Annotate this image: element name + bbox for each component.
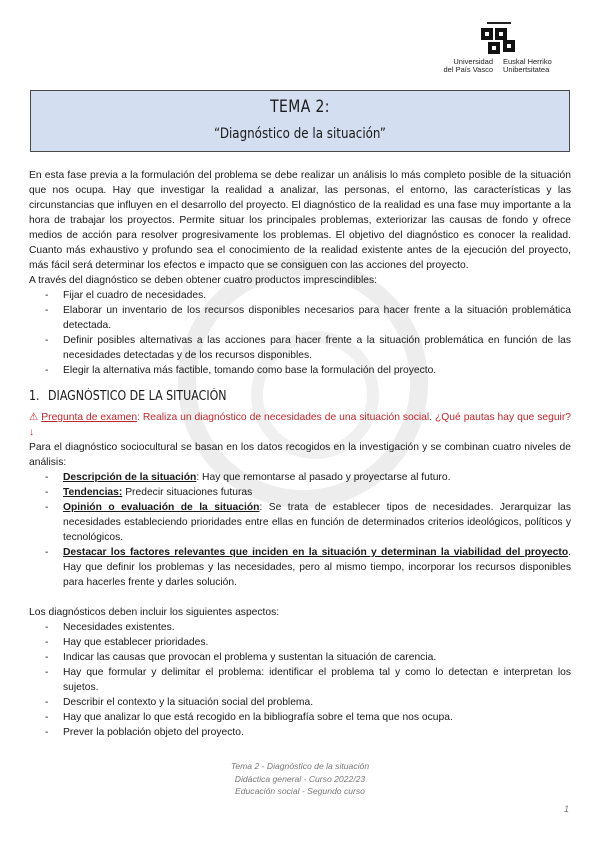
footer-course: Didáctica general - Curso 2022/23 — [234, 773, 366, 784]
page-footer — [0, 760, 600, 798]
list-item: - Definir posibles alternativas a las acciones para hacer frente a la situación problemática en función de las necesidades detectadas y de los recursos disponibles. — [43, 333, 571, 363]
level-term: Descripción de la situación — [63, 472, 197, 483]
level-text: : Se trata de establecer tipos de necesidades. Jerarquizar las necesidades estableciendo prioridades entre ellas en función de determinados criterios ideológicos, políticos y tecnológicos. — [63, 502, 571, 543]
page-number: 1 — [563, 804, 569, 814]
footer-topic: Tema 2 - Diagnóstico de la situación — [230, 761, 370, 771]
exam-label: Pregunta de examen — [41, 412, 138, 423]
exam-text: : Realiza un diagnóstico de necesidades de una situación social. ¿Qué pautas hay que seguir? ↓ — [29, 412, 571, 438]
logo-text-spanish: Universidad del País Vasco — [443, 57, 493, 74]
level-term: Destacar los factores relevantes que inciden en la situación y determinan la viabilidad del proyecto — [63, 547, 569, 558]
section-heading — [29, 389, 490, 404]
page-title: TEMA 2: — [270, 97, 330, 117]
level-term: Tendencias: — [63, 487, 123, 498]
logo-text-basque: Euskal Herriko Unibertsitatea — [503, 57, 552, 74]
aspects-list — [29, 620, 571, 740]
list-item: - Hay que formular y delimitar el problema: identificar el problema tal y como lo detectan e interpretan los sujetos. — [43, 665, 571, 695]
level-term: Opinión o evaluación de la situación — [63, 502, 260, 513]
list-item: - Hay que establecer prioridades. — [43, 635, 571, 650]
products-lead: A través del diagnóstico se deben obtener cuatro productos imprescindibles: — [29, 275, 378, 286]
levels-list — [29, 470, 571, 590]
list-item — [43, 470, 571, 485]
list-item — [43, 545, 571, 590]
warning-icon: ⚠ — [29, 412, 39, 423]
aspects-lead: Los diagnósticos deben incluir los siguientes aspectos: — [29, 607, 280, 618]
list-item: - Indicar las causas que provocan el problema y sustentan la situación de carencia. — [43, 650, 571, 665]
list-item — [43, 485, 571, 500]
level-text: : Hay que remontarse al pasado y proyectarse al futuro. — [196, 472, 451, 483]
intro-paragraph: En esta fase previa a la formulación del problema se debe realizar un análisis lo más completo posible de la situación que nos ocupa. Hay que investigar la realidad a analizar, las personas, el entorno, las características y las circunstancias que influyen en el desarrollo del proyecto. El diagnóstico de la realidad es una fase muy importante a la hora de trabajar los proyectos. Permite situar los principales problemas, exteriorizar las causas de fondo y ofrece medios de acción para resolver progresivamente los problemas. El objetivo del diagnóstico es conocer la realidad. Cuanto más exhaustivo y profundo sea el conocimiento de la realidad existente antes de la ejecución del proyecto, más fácil será determinar los efectos e impacto que se consiguen con las acciones del proyecto. — [29, 170, 571, 271]
university-logo — [435, 14, 560, 74]
level-text: . Hay que definir los problemas y las necesidades, pero al mismo tiempo, incorporar los recursos disponibles para hacerles frente y darles solución. — [63, 547, 571, 588]
upv-ehu-emblem-icon — [479, 22, 519, 56]
title-box — [30, 90, 570, 152]
level-text: Predecir situaciones futuras — [122, 487, 253, 498]
exam-question — [29, 410, 571, 440]
document-body — [29, 168, 571, 740]
list-item — [43, 500, 571, 545]
levels-lead: Para el diagnóstico sociocultural se basan en los datos recogidos en la investigación y se combinan cuatro niveles de análisis: — [29, 442, 571, 468]
list-item: - Fijar el cuadro de necesidades. — [43, 288, 571, 303]
footer-degree: Educación social - Segundo curso — [235, 786, 365, 796]
list-item: - Prever la población objeto del proyecto. — [43, 725, 571, 740]
section-number: 1. — [29, 389, 40, 404]
list-item: - Elegir la alternativa más factible, tomando como base la formulación del proyecto. — [43, 363, 571, 378]
products-list — [29, 288, 571, 378]
section-heading-text: DIAGNÓSTICO DE LA SITUACIÓN — [48, 389, 227, 404]
list-item: - Necesidades existentes. — [43, 620, 571, 635]
list-item: - Elaborar un inventario de los recursos disponibles necesarios para hacer frente a la situación problemática detectada. — [43, 303, 571, 333]
list-item: - Describir el contexto y la situación social del problema. — [43, 695, 571, 710]
list-item: - Hay que analizar lo que está recogido en la bibliografía sobre el tema que nos ocupa. — [43, 710, 571, 725]
page-subtitle: “Diagnóstico de la situación” — [214, 126, 386, 142]
